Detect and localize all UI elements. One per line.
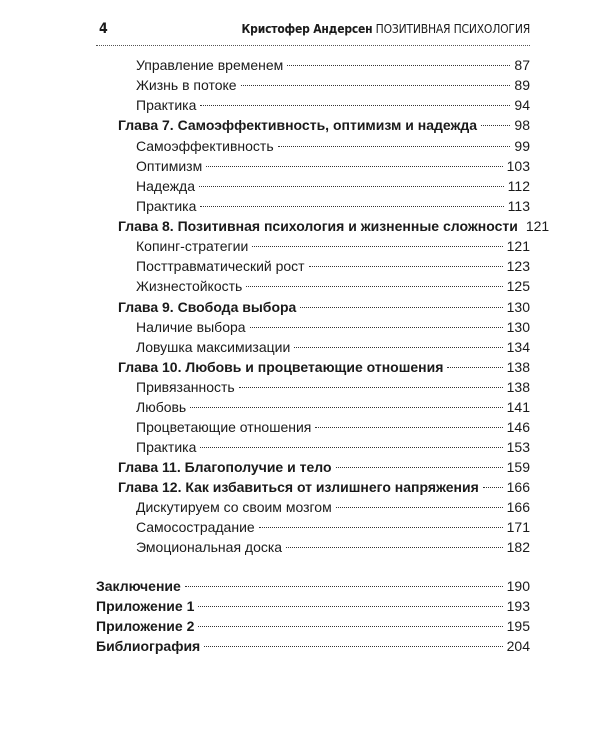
toc-page-number: 182 bbox=[506, 539, 530, 555]
dot-leader bbox=[309, 266, 503, 267]
toc-page-number: 130 bbox=[506, 299, 530, 315]
toc-title: Оптимизм bbox=[136, 158, 203, 174]
toc-page-number: 130 bbox=[506, 319, 530, 335]
toc-title: Привязанность bbox=[136, 379, 235, 395]
toc-title: Практика bbox=[136, 97, 197, 113]
toc-page-number: 190 bbox=[506, 578, 530, 594]
toc-page-number: 153 bbox=[506, 439, 530, 455]
toc-subentry bbox=[136, 236, 530, 256]
toc-page-number: 121 bbox=[506, 238, 530, 254]
toc-title: Управление временем bbox=[136, 57, 284, 73]
dot-leader bbox=[252, 246, 502, 247]
toc-page-number: 125 bbox=[506, 278, 530, 294]
toc-page-number: 166 bbox=[506, 479, 530, 495]
toc-chapter bbox=[118, 477, 530, 497]
toc-subentry bbox=[136, 437, 530, 457]
toc-section bbox=[96, 596, 530, 616]
toc-section bbox=[96, 636, 530, 656]
dot-leader bbox=[200, 447, 502, 448]
toc-title: Дискутируем со своим мозгом bbox=[136, 499, 332, 515]
toc-subentry bbox=[136, 256, 530, 276]
dot-leader bbox=[481, 125, 510, 126]
toc-title: Эмоциональная доска bbox=[136, 539, 283, 555]
dot-leader bbox=[278, 146, 511, 147]
book-title: ПОЗИТИВНАЯ ПСИХОЛОГИЯ bbox=[375, 22, 530, 36]
toc-subentry bbox=[136, 517, 530, 537]
toc-subentry bbox=[136, 75, 530, 95]
toc-title: Глава 10. Любовь и процветающие отношения bbox=[118, 359, 444, 375]
toc-page-number: 103 bbox=[506, 158, 530, 174]
toc-title: Копинг-стратегии bbox=[136, 238, 249, 254]
dot-leader bbox=[315, 427, 502, 428]
toc-page-number: 171 bbox=[506, 519, 530, 535]
toc-title: Глава 8. Позитивная психология и жизненные сложности bbox=[118, 218, 518, 234]
dot-leader bbox=[198, 626, 502, 627]
toc-title: Практика bbox=[136, 198, 197, 214]
dot-leader bbox=[241, 85, 511, 86]
dot-leader bbox=[286, 547, 503, 548]
toc-subentry bbox=[136, 317, 530, 337]
toc-title: Ловушка максимизации bbox=[136, 339, 291, 355]
toc-title: Практика bbox=[136, 439, 197, 455]
dot-leader bbox=[199, 186, 504, 187]
toc-title: Жизнестойкость bbox=[136, 278, 243, 294]
dot-leader bbox=[250, 327, 503, 328]
toc-title: Приложение 1 bbox=[96, 598, 195, 614]
toc-subentry bbox=[136, 55, 530, 75]
toc-subentry bbox=[136, 337, 530, 357]
dot-leader bbox=[185, 586, 503, 587]
toc-subentry bbox=[136, 136, 530, 156]
toc-subentry bbox=[136, 497, 530, 517]
toc-page-number: 166 bbox=[506, 499, 530, 515]
toc-title: Процветающие отношения bbox=[136, 419, 312, 435]
toc-page-number: 89 bbox=[514, 77, 530, 93]
dot-leader bbox=[198, 606, 502, 607]
toc-subentry bbox=[136, 537, 530, 557]
toc-subentry bbox=[136, 417, 530, 437]
toc-title: Заключение bbox=[96, 578, 181, 594]
page-number: 4 bbox=[99, 21, 108, 37]
toc-title: Библиография bbox=[96, 638, 201, 654]
toc-chapter bbox=[118, 216, 550, 236]
toc-page-number: 113 bbox=[507, 198, 530, 214]
toc-page-number: 204 bbox=[506, 638, 530, 654]
toc-title: Глава 11. Благополучие и тело bbox=[118, 459, 332, 475]
dot-leader bbox=[239, 387, 503, 388]
toc-title: Жизнь в потоке bbox=[136, 77, 237, 93]
dot-leader bbox=[336, 467, 503, 468]
toc-subentry bbox=[136, 276, 530, 296]
toc-section bbox=[96, 616, 530, 636]
dot-leader bbox=[483, 487, 503, 488]
toc-page-number: 98 bbox=[514, 117, 530, 133]
dot-leader bbox=[206, 166, 502, 167]
toc-title: Любовь bbox=[136, 399, 187, 415]
toc-section bbox=[96, 576, 530, 596]
dot-leader bbox=[300, 307, 502, 308]
toc-page-number: 195 bbox=[506, 618, 530, 634]
toc-page-number: 99 bbox=[514, 138, 530, 154]
toc-page-number: 141 bbox=[506, 399, 530, 415]
toc-chapter bbox=[118, 457, 530, 477]
toc-subentry bbox=[136, 377, 530, 397]
toc-title: Глава 9. Свобода выбора bbox=[118, 299, 297, 315]
toc-title: Надежда bbox=[136, 178, 196, 194]
toc-page-number: 94 bbox=[514, 97, 530, 113]
author-name: Кристофер Андерсен bbox=[241, 22, 373, 36]
toc-subentry bbox=[136, 95, 530, 115]
toc-title: Глава 12. Как избавиться от излишнего напряжения bbox=[118, 479, 479, 495]
toc-chapter bbox=[118, 357, 530, 377]
dot-leader bbox=[447, 367, 502, 368]
dot-leader bbox=[204, 646, 502, 647]
dot-leader bbox=[200, 206, 503, 207]
toc-title: Самоэффективность bbox=[136, 138, 274, 154]
toc-page-number: 193 bbox=[506, 598, 530, 614]
dot-leader bbox=[287, 65, 510, 66]
dot-leader bbox=[294, 347, 502, 348]
toc-page-number: 159 bbox=[506, 459, 530, 475]
toc-page-number: 87 bbox=[514, 57, 530, 73]
toc-title: Посттравматический рост bbox=[136, 258, 305, 274]
toc-title: Приложение 2 bbox=[96, 618, 195, 634]
toc-page-number: 134 bbox=[506, 339, 530, 355]
toc-title: Самосострадание bbox=[136, 519, 255, 535]
dot-leader bbox=[259, 527, 503, 528]
toc-subentry bbox=[136, 176, 530, 196]
toc-subentry bbox=[136, 156, 530, 176]
toc-chapter bbox=[118, 297, 530, 317]
toc-title: Наличие выбора bbox=[136, 319, 246, 335]
toc-page-number: 138 bbox=[506, 379, 530, 395]
dot-leader bbox=[336, 507, 503, 508]
dot-leader bbox=[200, 105, 510, 106]
toc-title: Глава 7. Самоэффективность, оптимизм и надежда bbox=[118, 117, 478, 133]
toc-page-number: 121 bbox=[525, 218, 550, 234]
dot-leader bbox=[190, 407, 502, 408]
toc-page-number: 123 bbox=[506, 258, 530, 274]
dot-leader bbox=[246, 286, 502, 287]
toc-page-number: 146 bbox=[506, 419, 530, 435]
toc-chapter bbox=[118, 115, 530, 135]
toc-subentry bbox=[136, 397, 530, 417]
toc-page-number: 112 bbox=[507, 178, 530, 194]
toc-page-number: 138 bbox=[506, 359, 530, 375]
toc-subentry bbox=[136, 196, 530, 216]
